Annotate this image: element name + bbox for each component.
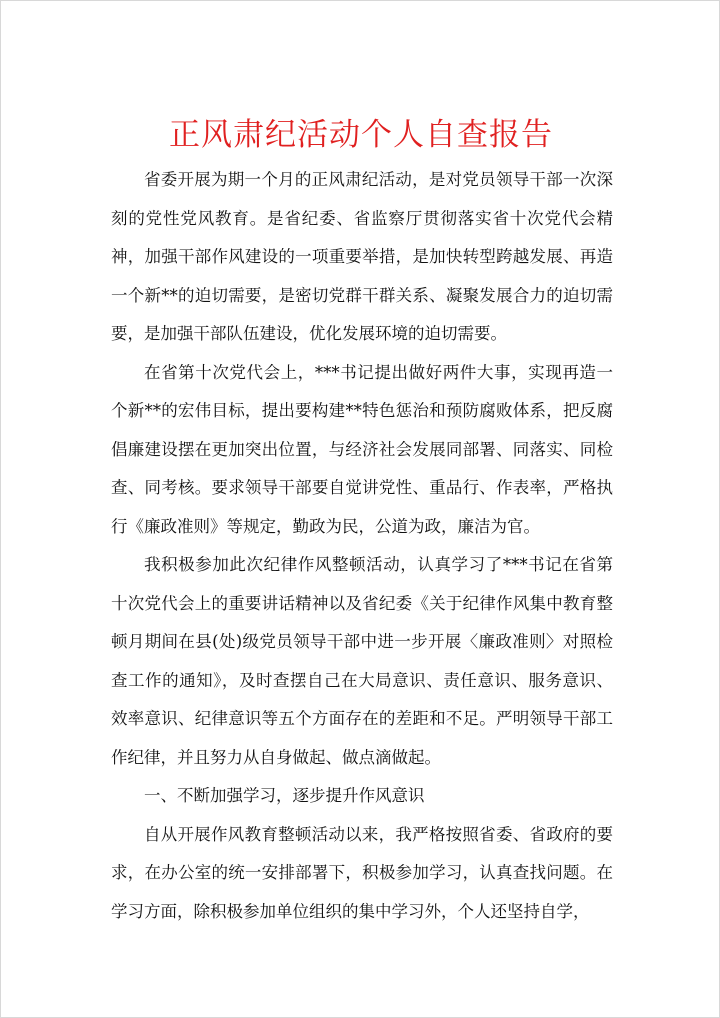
document-body bbox=[111, 161, 613, 931]
paragraph: 我积极参加此次纪律作风整顿活动，认真学习了***书记在省第十次党代会上的重要讲话精神以及省纪委《关于纪律作风集中教育整顿月期间在县(处)级党员领导干部中进一步开展〈廉政准则〉对照检查工作的通知》，及时查摆自己在大局意识、责任意识、服务意识、效率意识、纪律意识等五个方面存在的差距和不足。严明领导干部工作纪律，并且努力从自身做起、做点滴做起。 bbox=[111, 555, 613, 767]
document-title: 正风肃纪活动个人自查报告 bbox=[169, 117, 553, 153]
paragraph: 在省第十次党代会上，***书记提出做好两件大事，实现再造一个新**的宏伟目标，提出要构建**特色惩治和预防腐败体系，把反腐倡廉建设摆在更加突出位置，与经济社会发展同部署、同落实、同检查、同考核。要求领导干部要自觉讲党性、重品行、作表率，严格执行《廉政准则》等规定，勤政为民，公道为政，廉洁为官。 bbox=[111, 362, 613, 536]
paragraph: 自从开展作风教育整顿活动以来，我严格按照省委、省政府的要求，在办公室的统一安排部署下，积极参加学习，认真查找问题。在学习方面，除积极参加单位组织的集中学习外，个人还坚持自学， bbox=[111, 824, 613, 921]
paragraph: 省委开展为期一个月的正风肃纪活动，是对党员领导干部一次深刻的党性党风教育。是省纪委、省监察厅贯彻落实省十次党代会精神，加强干部作风建设的一项重要举措，是加快转型跨越发展、再造一个新**的迫切需要，是密切党群干群关系、凝聚发展合力的迫切需要，是加强干部队伍建设，优化发展环境的迫切需要。 bbox=[111, 170, 613, 343]
section-heading: 一、不断加强学习，逐步提升作风意识 bbox=[144, 786, 425, 805]
